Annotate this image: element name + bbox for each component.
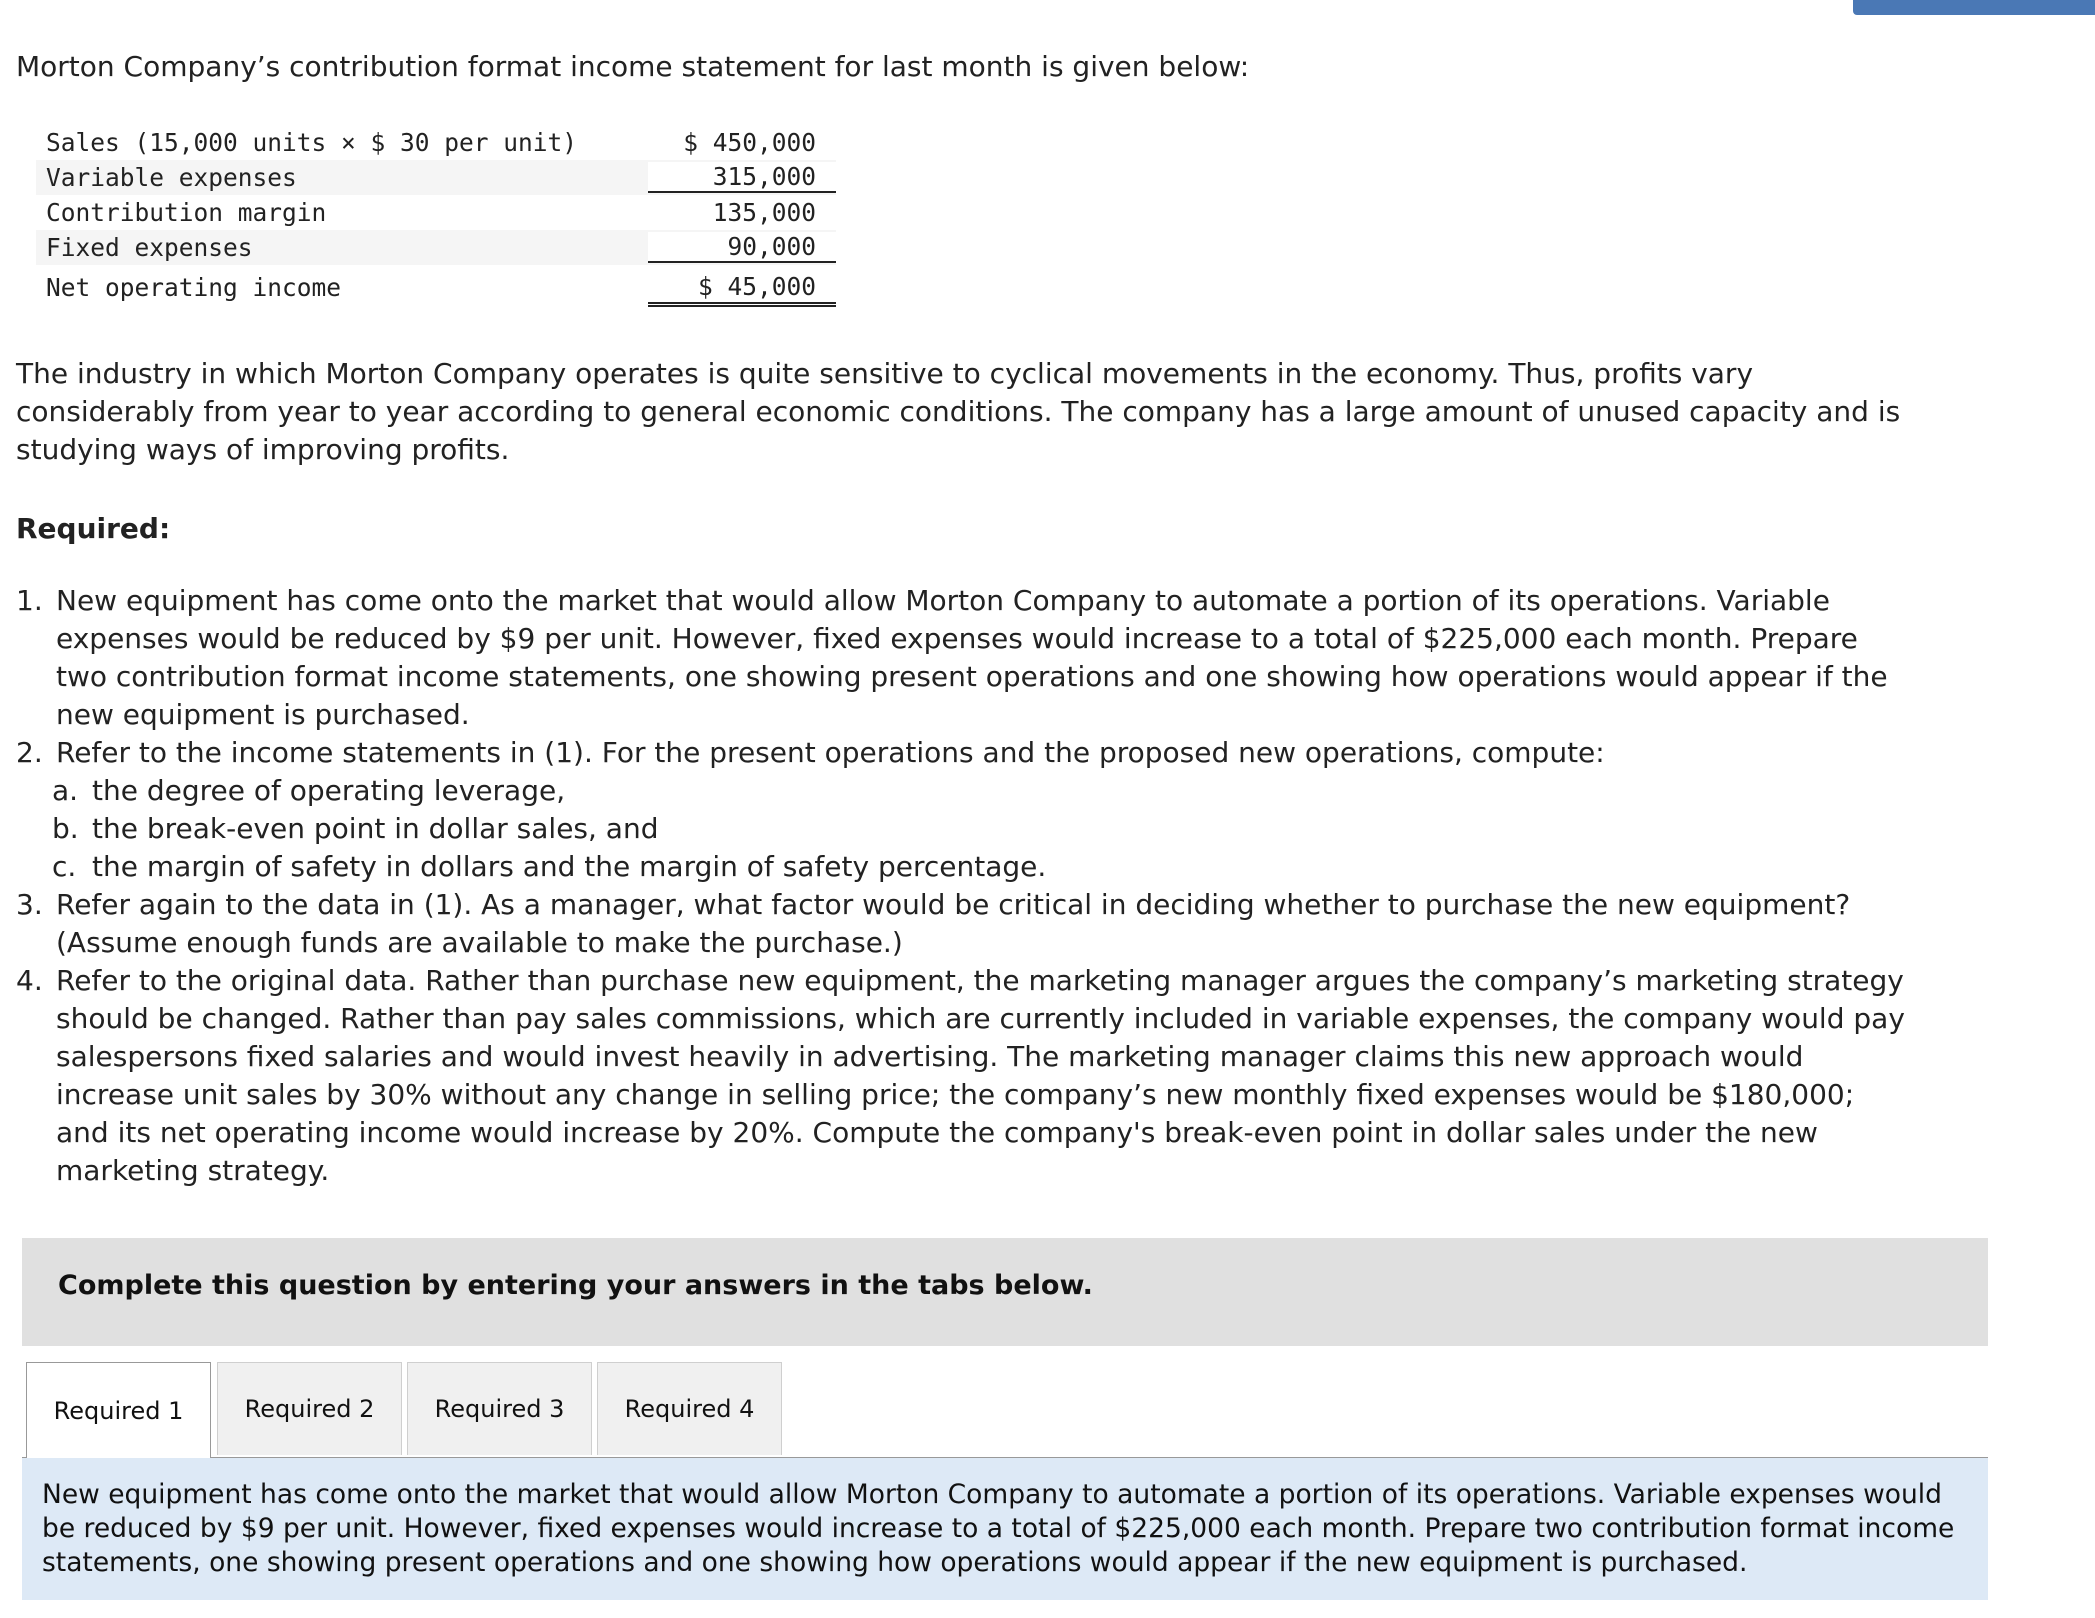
required-heading: Required: <box>16 512 171 545</box>
subitem-text: the break-even point in dollar sales, and <box>92 812 659 845</box>
requirement-subitem-b <box>16 810 1906 848</box>
statement-amount: $ 45,000 <box>648 267 836 307</box>
requirement-text: Refer again to the data in (1). As a manager, what factor would be critical in deciding whether to purchase the new equipment? (Assume enough funds are available to make the purchase.) <box>56 888 1851 959</box>
statement-row-net-operating-income <box>36 265 836 309</box>
banner-text: Complete this question by entering your answers in the tabs below. <box>58 1270 1093 1301</box>
requirements-list <box>16 582 1906 1190</box>
answer-tabs <box>22 1362 1988 1458</box>
subitem-letter: a. <box>52 774 79 807</box>
statement-amount: 90,000 <box>648 232 836 263</box>
tab-panel-instructions: New equipment has come onto the market that would allow Morton Company to automate a portion of its operations. Variable expenses would be reduced by $9 per unit. However, fixed expenses would increase to a total of $225,000 each month. Prepare two contribution format income statements, one showing present operations and one showing how operations would appear if the new equipment is purchased. <box>42 1479 1955 1578</box>
tab-required-3[interactable]: Required 3 <box>407 1362 592 1455</box>
statement-row-variable-expenses <box>36 160 836 195</box>
top-accent-bar <box>1853 0 2095 15</box>
instructions-banner <box>22 1238 1988 1346</box>
statement-row-fixed-expenses <box>36 230 836 265</box>
statement-label: Contribution margin <box>46 198 327 227</box>
tab-required-4[interactable]: Required 4 <box>597 1362 782 1455</box>
requirement-text: Refer to the original data. Rather than purchase new equipment, the marketing manager argues the company’s marketing strategy should be changed. Rather than pay sales commissions, which are currently included in variable expenses, the company would pay salespersons fixed salaries and would invest heavily in advertising. The marketing manager claims this new approach would increase unit sales by 30% without any change in selling price; the company’s new monthly fixed expenses would be $180,000; and its net operating income would increase by 20%. Compute the company's break-even point in dollar sales under the new marketing strategy. <box>56 964 1905 1187</box>
subitem-text: the margin of safety in dollars and the margin of safety percentage. <box>92 850 1047 883</box>
intro-text: Morton Company’s contribution format income statement for last month is given below: <box>16 50 1250 83</box>
statement-row-contribution-margin <box>36 195 836 230</box>
statement-row-sales <box>36 125 836 160</box>
statement-label: Variable expenses <box>46 163 297 192</box>
requirement-item-2 <box>16 734 1906 772</box>
requirement-number: 2. <box>16 736 43 769</box>
statement-amount: $ 450,000 <box>683 128 816 157</box>
industry-paragraph: The industry in which Morton Company operates is quite sensitive to cyclical movements in the economy. Thus, profits vary considerably from year to year according to general economic conditions. The company has a large amount of unused capacity and is studying ways of improving profits. <box>16 357 1901 466</box>
statement-label: Net operating income <box>46 272 342 302</box>
requirement-number: 1. <box>16 584 43 617</box>
requirement-item-1 <box>16 582 1906 734</box>
requirement-text: New equipment has come onto the market that would allow Morton Company to automate a portion of its operations. Variable expenses would be reduced by $9 per unit. However, fixed expenses would increase to a total of $225,000 each month. Prepare two contribution format income statements, one showing present operations and one showing how operations would appear if the new equipment is purchased. <box>56 584 1888 731</box>
requirement-text: Refer to the income statements in (1). For the present operations and the proposed new operations, compute: <box>56 736 1605 769</box>
subitem-letter: c. <box>52 850 77 883</box>
statement-amount: 135,000 <box>712 198 816 227</box>
statement-label: Sales (15,000 units × $ 30 per unit) <box>46 128 578 157</box>
statement-label: Fixed expenses <box>46 233 253 262</box>
requirement-number: 3. <box>16 888 43 921</box>
statement-amount: 315,000 <box>648 162 836 193</box>
tab-required-1[interactable]: Required 1 <box>26 1362 211 1458</box>
requirement-number: 4. <box>16 964 43 997</box>
requirement-item-4 <box>16 962 1906 1190</box>
tab-panel-required-1 <box>22 1458 1988 1600</box>
subitem-letter: b. <box>52 812 79 845</box>
income-statement <box>36 125 836 309</box>
requirement-subitem-a <box>16 772 1906 810</box>
requirement-item-3 <box>16 886 1906 962</box>
subitem-text: the degree of operating leverage, <box>92 774 566 807</box>
tab-required-2[interactable]: Required 2 <box>217 1362 402 1455</box>
requirement-subitem-c <box>16 848 1906 886</box>
